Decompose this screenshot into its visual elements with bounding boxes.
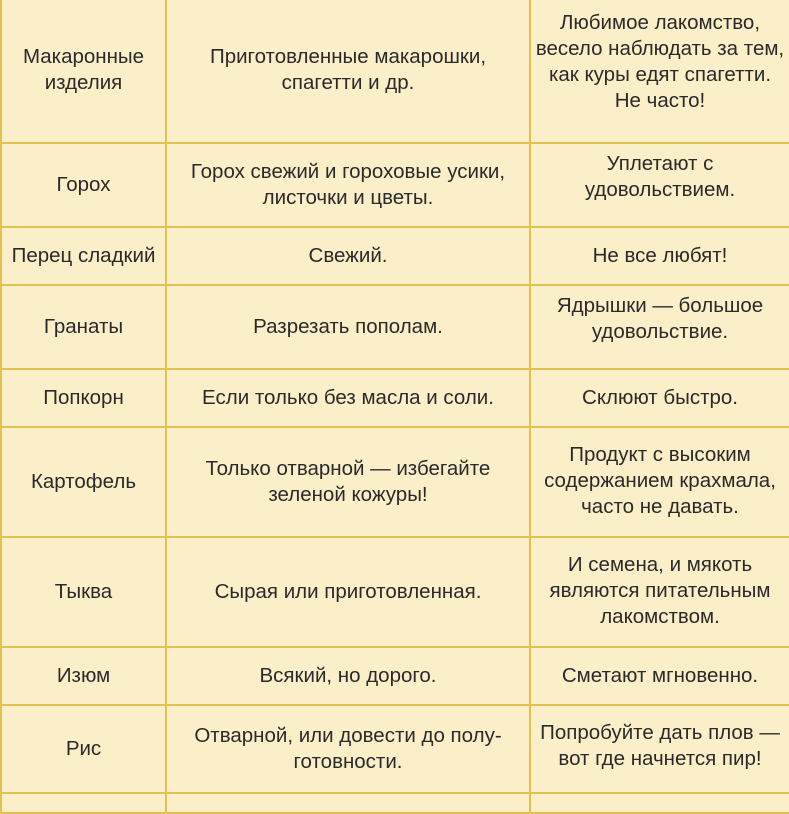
table-row-partial — [1, 793, 789, 813]
notes-cell — [530, 705, 789, 793]
notes-text: Склюют быстро. — [582, 386, 738, 409]
table-row — [1, 369, 789, 427]
table-row — [1, 285, 789, 369]
food-name-cell: Макаронные изделия — [1, 0, 166, 143]
preparation-cell: Горох свежий и гороховые усики, листочки и цветы. — [166, 143, 530, 227]
preparation-cell: Только отварной — избегайте зеленой кожуры! — [166, 427, 530, 537]
notes-text: Сметают мгновенно. — [561, 664, 759, 687]
food-name-cell: Тыква — [1, 537, 166, 647]
food-name-cell: Изюм — [1, 647, 166, 705]
empty-cell — [166, 793, 530, 813]
food-name-cell: Рис — [1, 705, 166, 793]
table-row — [1, 647, 789, 705]
table-row — [1, 537, 789, 647]
food-name-cell: Гранаты — [1, 285, 166, 369]
table-row — [1, 427, 789, 537]
food-name-cell: Картофель — [1, 427, 166, 537]
notes-text: Ядрышки — большое удовольствие. — [556, 294, 764, 343]
preparation-cell: Разрезать пополам. — [166, 285, 530, 369]
notes-cell — [530, 285, 789, 369]
notes-cell — [530, 647, 789, 705]
table-row — [1, 0, 789, 143]
notes-text: Продукт с высоким содержанием крахмала, часто не давать. — [544, 443, 776, 518]
food-name-cell: Перец сладкий — [1, 227, 166, 285]
preparation-cell: Сырая или приготовленная. — [166, 537, 530, 647]
notes-text: Попробуйте дать плов — вот где начнется пир! — [540, 721, 780, 770]
preparation-cell: Если только без масла и соли. — [166, 369, 530, 427]
table-row — [1, 143, 789, 227]
food-name-cell: Горох — [1, 143, 166, 227]
notes-cell — [530, 227, 789, 285]
notes-cell — [530, 369, 789, 427]
notes-text: И семена, и мякоть являются питательным лакомством. — [549, 553, 771, 628]
preparation-cell: Всякий, но дорого. — [166, 647, 530, 705]
food-name-cell: Попкорн — [1, 369, 166, 427]
notes-cell — [530, 537, 789, 647]
preparation-cell: Отварной, или довести до полу-готовности. — [166, 705, 530, 793]
preparation-cell: Приготовленные макарошки, спагетти и др. — [166, 0, 530, 143]
empty-cell — [530, 793, 789, 813]
empty-cell — [1, 793, 166, 813]
notes-text: Не все любят! — [592, 244, 728, 267]
table-row — [1, 705, 789, 793]
notes-cell — [530, 143, 789, 227]
table-row — [1, 227, 789, 285]
notes-text: Любимое лакомство, весело наблюдать за тем, как куры едят спагетти. Не часто! — [535, 11, 785, 112]
preparation-cell: Свежий. — [166, 227, 530, 285]
notes-text: Уплетают с удовольствием. — [584, 152, 736, 201]
notes-cell — [530, 0, 789, 143]
notes-cell — [530, 427, 789, 537]
